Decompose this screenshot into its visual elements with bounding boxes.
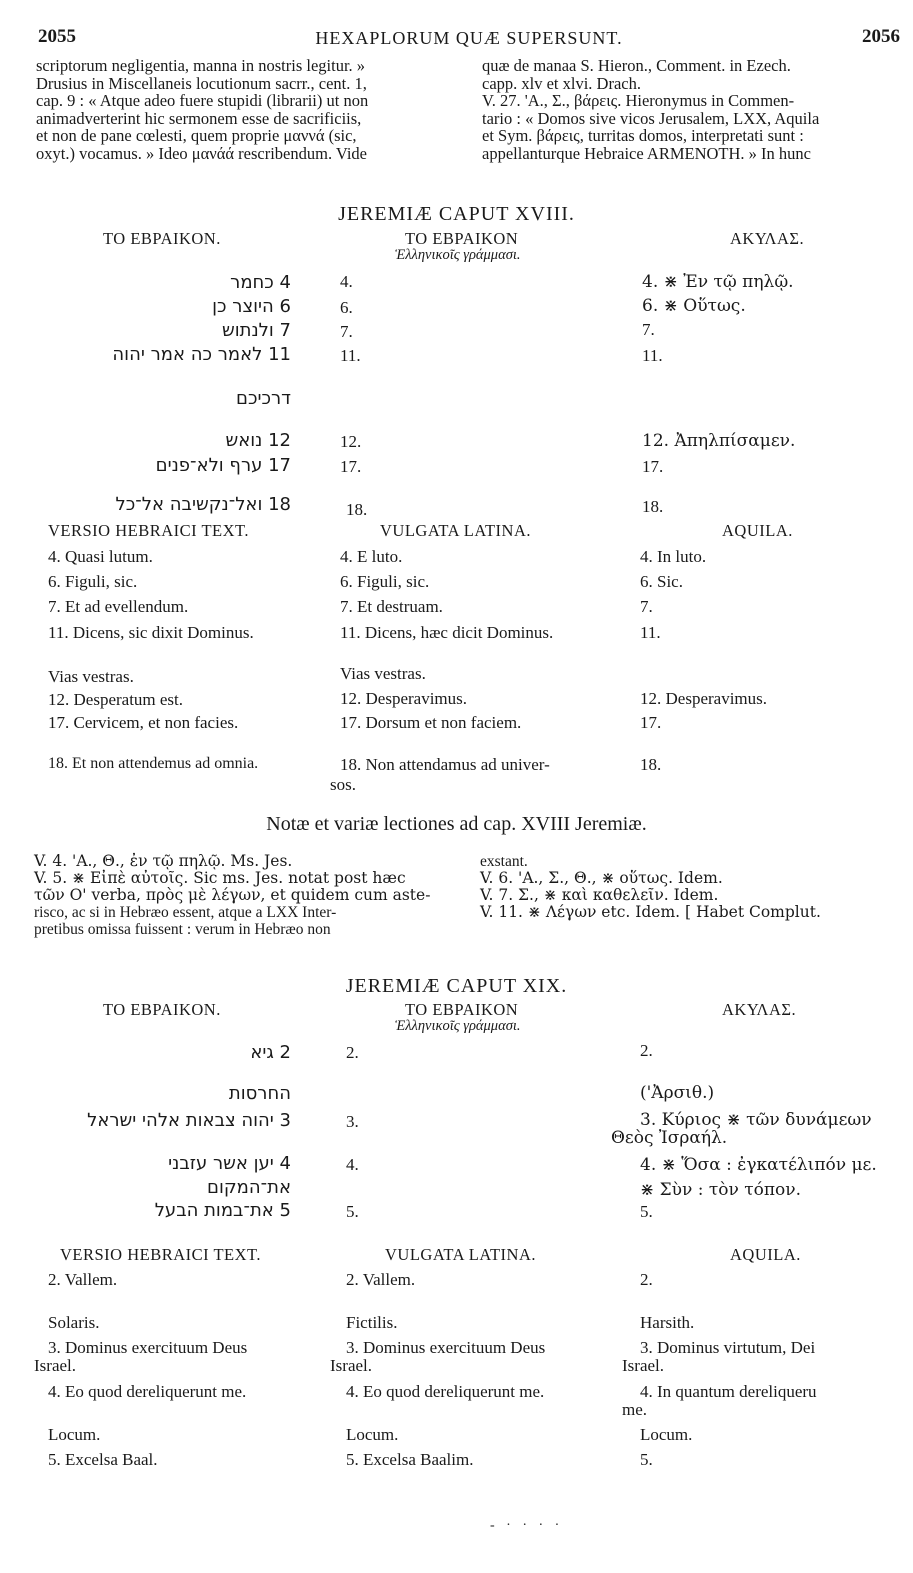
running-title: HEXAPLORUM QUÆ SUPERSUNT. — [315, 28, 623, 48]
latin-aquila: 12. Desperavimus. — [640, 689, 768, 708]
aquila-reading: 12. Ἀπηλπίσαμεν. — [642, 431, 796, 451]
running-header — [38, 26, 900, 50]
column-heading: TO EBPAIKON — [405, 229, 519, 248]
note-line: exstant. — [480, 853, 528, 870]
aquila-reading: 2. — [640, 1041, 653, 1060]
note-line: V. 7. Σ., ⋇ καὶ καθελεῖν. Idem. — [480, 886, 719, 904]
latin-aquila: 18. — [640, 755, 662, 774]
latin-hebrew-version: 18. Et non attendemus ad omnia. — [48, 755, 259, 772]
text-line: et Sym. βάρεις, turritas domos, interpretati sunt : — [482, 126, 804, 145]
aquila-reading: 7. — [642, 320, 655, 339]
latin-hebrew-version: 12. Desperatum est. — [48, 690, 184, 709]
latin-vulgate: 2. Vallem. — [346, 1270, 416, 1289]
text-line: appellanturque Hebraice ARMENOTH. » In hunc — [482, 143, 811, 163]
hebrew-verse: 12 נואש — [225, 430, 291, 451]
latin-aquila: Israel. — [622, 1356, 665, 1375]
latin-vulgate: 17. Dorsum et non faciem. — [340, 713, 522, 732]
chapter-title: JEREMIÆ CAPUT XIX. — [345, 975, 568, 997]
aquila-reading: 17. — [642, 457, 664, 476]
latin-column-heading: AQUILA. — [730, 1245, 801, 1264]
latin-vulgate: 6. Figuli, sic. — [340, 572, 430, 591]
hebrew-verse: דרכיכם — [236, 388, 291, 409]
latin-hebrew-version: 3. Dominus exercituum Deus — [48, 1338, 248, 1357]
intro-right-column — [482, 57, 902, 162]
aquila-reading: Θεὸς Ἰσραήλ. — [611, 1128, 728, 1148]
latin-hebrew-version: 17. Cervicem, et non facies. — [48, 713, 239, 732]
text-line: scriptorum negligentia, manna in nostris legitur. » — [36, 56, 366, 75]
note-line: V. 5. ⋇ Εἰπὲ αὐτοῖς. Sic ms. Jes. notat post hæc — [34, 869, 406, 887]
notes-right-column — [480, 853, 905, 921]
latin-hebrew-version: 6. Figuli, sic. — [48, 572, 138, 591]
aquila-reading: ⋇ Σὺν : τὸν τόπον. — [640, 1180, 802, 1200]
greek-verse-number: 5. — [346, 1202, 359, 1221]
latin-vulgate: Israel. — [330, 1356, 373, 1375]
text-line: quæ de manaa S. Hieron., Comment. in Ezech. — [482, 56, 791, 75]
latin-column-heading: VULGATA LATINA. — [385, 1245, 536, 1264]
note-line: risco, ac si in Hebræo essent, atque a LXX Inter- — [34, 904, 337, 921]
latin-hebrew-version: Vias vestras. — [48, 667, 134, 686]
aquila-reading: 11. — [642, 346, 663, 365]
latin-aquila: Harsith. — [640, 1313, 695, 1332]
latin-hebrew-version: 4. Eo quod dereliquerunt me. — [48, 1382, 247, 1401]
text-line: V. 27. 'Α., Σ., βάρεις. Hieronymus in Commen- — [482, 91, 795, 110]
column-heading: ΑΚΥΛΑΣ. — [730, 229, 805, 248]
column-heading: TO EBPAIKON — [405, 1000, 519, 1019]
latin-hebrew-version: 2. Vallem. — [48, 1270, 118, 1289]
greek-verse-number: 4. — [340, 272, 353, 291]
hebrew-verse: 4 יען אשר עזבני — [168, 1153, 291, 1174]
hebrew-verse: 2 גיא — [250, 1042, 291, 1063]
chapter-title: JEREMIÆ CAPUT XVIII. — [338, 203, 575, 225]
page-number-right: 2056 — [862, 26, 900, 47]
text-line: tario : « Domos sive vicos Jerusalem, LXX, Aquila — [482, 108, 820, 128]
notes-left-column — [34, 853, 464, 938]
hebrew-verse: 4 כחמר — [230, 272, 291, 293]
text-line: capp. xlv et xlvi. Drach. — [482, 73, 641, 93]
aquila-reading: ('Ἀρσιθ.) — [640, 1083, 715, 1103]
hebrew-verse: 5 את־במות הבעל — [154, 1200, 291, 1221]
text-line: Drusius in Miscellaneis locutionum sacrr., cent. 1, — [36, 73, 367, 93]
column-heading: TO EBPAIKON. — [103, 229, 221, 248]
aquila-reading: 4. ⋇ Ἐν τῷ πηλῷ. — [642, 272, 794, 292]
column-subheading: Ἑλληνικοῖς γράμμασι. — [395, 247, 521, 263]
greek-verse-number: 7. — [340, 322, 353, 341]
latin-aquila: 4. In luto. — [640, 547, 707, 566]
latin-vulgate-continuation: sos. — [330, 775, 356, 794]
latin-column-heading: AQUILA. — [722, 521, 793, 540]
text-line: οxyt.) vocamus. » Ideo μανάά rescribendum. Vide — [36, 143, 367, 163]
latin-vulgate: 5. Excelsa Baalim. — [346, 1450, 474, 1469]
latin-aquila: 5. — [640, 1450, 653, 1469]
latin-hebrew-version: Solaris. — [48, 1313, 100, 1332]
column-subheading: Ἑλληνικοῖς γράμμασι. — [395, 1018, 521, 1034]
latin-column-heading: VULGATA LATINA. — [380, 521, 531, 540]
latin-column-heading: VERSIO HEBRAICI TEXT. — [60, 1245, 262, 1264]
latin-aquila: 11. — [640, 623, 661, 642]
hebrew-verse: 11 לאמר כה אמר יהוה — [112, 344, 291, 365]
footer-marks: - · · · · — [490, 1518, 564, 1533]
latin-aquila: 7. — [640, 597, 653, 616]
latin-aquila: 4. In quantum dereliqueru — [640, 1382, 817, 1401]
greek-verse-number: 12. — [340, 432, 362, 451]
latin-vulgate: 11. Dicens, hæc dicit Dominus. — [340, 623, 554, 642]
notes-title: Notæ et variæ lectiones ad cap. XVIII Jeremiæ. — [266, 813, 647, 835]
latin-vulgate: 18. Non attendamus ad univer- — [340, 755, 550, 774]
latin-hebrew-version: Israel. — [34, 1356, 77, 1375]
latin-vulgate: Fictilis. — [346, 1313, 398, 1332]
note-line: V. 11. ⋇ Λέγων etc. Idem. [ Habet Complut. — [480, 903, 821, 921]
latin-aquila: 2. — [640, 1270, 653, 1289]
greek-verse-number: 3. — [346, 1112, 359, 1131]
latin-hebrew-version: Locum. — [48, 1425, 101, 1444]
latin-vulgate: 3. Dominus exercituum Deus — [346, 1338, 546, 1357]
latin-aquila: 6. Sic. — [640, 572, 683, 591]
column-heading: ΑΚΥΛΑΣ. — [722, 1000, 797, 1019]
aquila-reading: 3. Κύριος ⋇ τῶν δυνάμεων — [640, 1110, 872, 1130]
latin-aquila: 3. Dominus virtutum, Dei — [640, 1338, 816, 1357]
greek-verse-number: 17. — [340, 457, 362, 476]
hebrew-verse: 6 היוצר כן — [212, 296, 291, 317]
latin-hebrew-version: 5. Excelsa Baal. — [48, 1450, 158, 1469]
greek-verse-number: 6. — [340, 298, 353, 317]
text-line: cap. 9 : « Atque adeo fuere stupidi (librarii) ut non — [36, 91, 369, 110]
latin-vulgate: 12. Desperavimus. — [340, 689, 468, 708]
aquila-reading: 4. ⋇ Ὅσα : ἐγκατέλιπόν με. — [640, 1155, 877, 1175]
note-line: V. 6. 'Α., Σ., Θ., ⋇ οὕτως. Idem. — [480, 869, 723, 887]
latin-aquila: Locum. — [640, 1425, 693, 1444]
hebrew-verse: 7 ולנתוש — [221, 320, 291, 341]
latin-vulgate: 7. Et destruam. — [340, 597, 443, 616]
hebrew-verse: 17 ערף ולא־פנים — [155, 455, 291, 476]
note-line: pretibus omissa fuissent : verum in Hebræo non — [34, 921, 331, 938]
text-line: et non de pane cœlesti, quem proprie μαννά (sic, — [36, 126, 357, 145]
page-number-left: 2055 — [38, 26, 76, 47]
latin-vulgate: Vias vestras. — [340, 664, 426, 683]
text-line: animadverterint hic sermonem esse de sacrificiis, — [36, 108, 362, 128]
greek-verse-number: 4. — [346, 1155, 359, 1174]
note-line: V. 4. 'Α., Θ., ἐν τῷ πηλῷ. Ms. Jes. — [34, 852, 293, 870]
hebrew-verse: את־המקום — [207, 1177, 291, 1198]
greek-verse-number: 18. — [346, 500, 368, 519]
latin-vulgate: Locum. — [346, 1425, 399, 1444]
latin-hebrew-version: 4. Quasi lutum. — [48, 547, 153, 566]
aquila-reading: 5. — [640, 1202, 653, 1221]
aquila-reading: 18. — [642, 497, 664, 516]
column-heading: TO EBPAIKON. — [103, 1000, 221, 1019]
latin-hebrew-version: 11. Dicens, sic dixit Dominus. — [48, 623, 254, 642]
greek-verse-number: 2. — [346, 1043, 359, 1062]
hebrew-verse: החרסות — [228, 1083, 291, 1104]
hebrew-verse: 18 ואל־נקשיבה אל־כל — [115, 494, 291, 515]
note-line: τῶν Ο' verba, πρὸς μὲ λέγων, et quidem cum aste- — [34, 886, 431, 904]
latin-vulgate: 4. Eo quod dereliquerunt me. — [346, 1382, 545, 1401]
aquila-reading: 6. ⋇ Οὕτως. — [642, 296, 746, 316]
latin-aquila: 17. — [640, 713, 662, 732]
latin-column-heading: VERSIO HEBRAICI TEXT. — [48, 521, 250, 540]
latin-vulgate: 4. E luto. — [340, 547, 403, 566]
latin-aquila: me. — [622, 1400, 648, 1419]
hebrew-verse: 3 יהוה צבאות אלהי ישראל — [87, 1110, 291, 1131]
intro-left-column — [36, 57, 461, 162]
latin-hebrew-version: 7. Et ad evellendum. — [48, 597, 189, 616]
greek-verse-number: 11. — [340, 346, 361, 365]
